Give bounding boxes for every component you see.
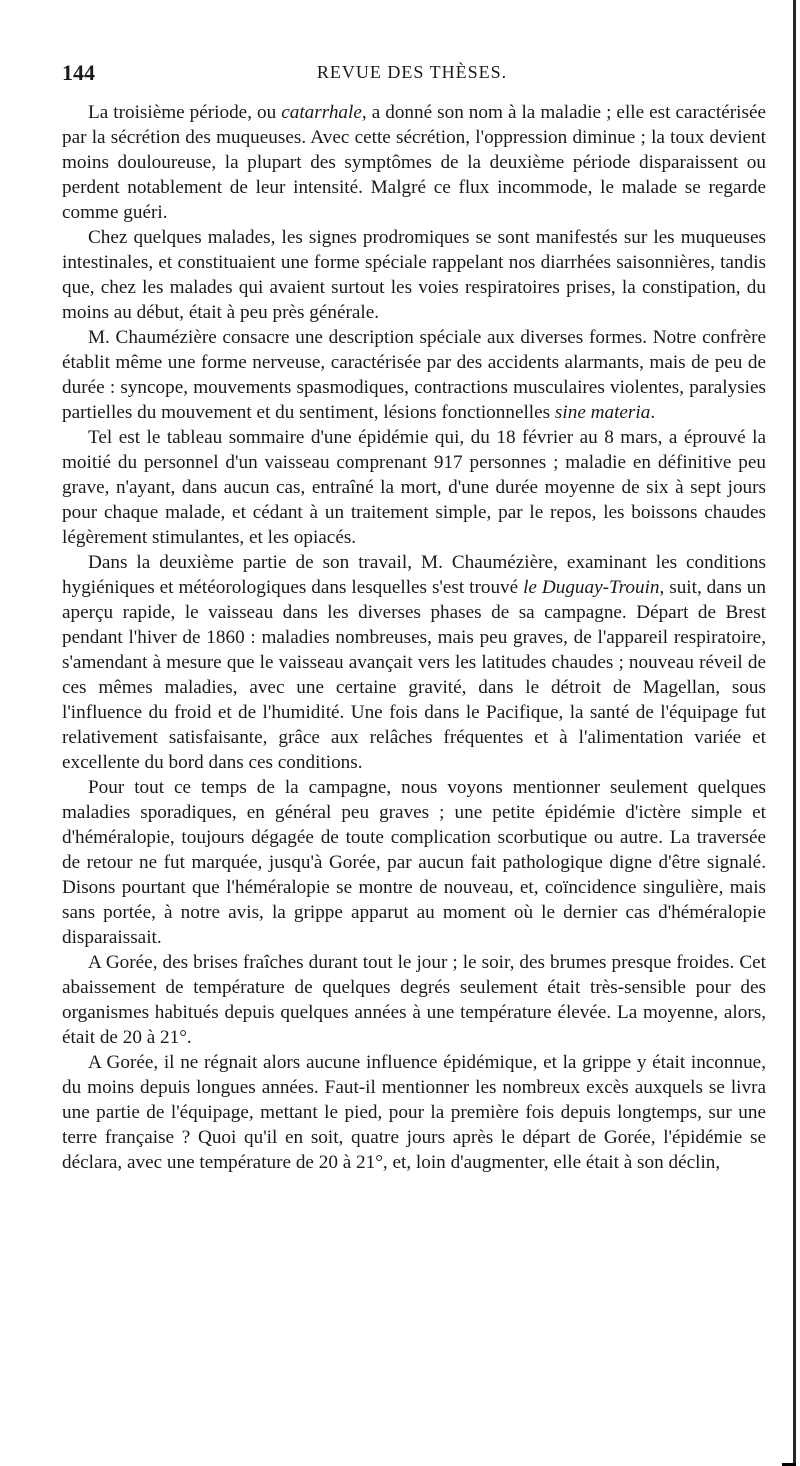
paragraph — [62, 425, 766, 550]
paragraph-text: , suit, dans un aperçu rapide, le vaisseau dans les diverses phases de sa campagne. Départ de Brest pendant l'hiver de 1860 : maladies nombreuses, mais peu graves, de l'appareil respiratoire, s'amendant à mesure que le vaisseau avançait vers les latitudes chaudes ; nouveau réveil de ces mêmes maladies, avec une certaine gravité, dans le détroit de Magellan, sous l'influence du froid et de l'humidité. Une fois dans le Pacifique, la santé de l'équipage fut relativement satisfaisante, grâce aux relâches fréquentes et à l'alimentation variée et excellente du bord dans ces conditions. — [62, 577, 766, 773]
paragraph — [62, 1050, 766, 1175]
page-header — [62, 60, 762, 90]
page-edge-rule — [793, 0, 796, 1466]
article-body — [62, 100, 766, 1175]
paragraph-text: Pour tout ce temps de la campagne, nous voyons mentionner seulement quelques maladies sporadiques, en général peu graves ; une petite épidémie d'ictère simple et d'héméralopie, toujours dégagée de toute complication scorbutique ou autre. La traversée de retour ne fut marquée, jusqu'à Gorée, par aucun fait pathologique digne d'être signalé. Disons pourtant que l'héméralopie se montre de nouveau, et, coïncidence singulière, mais sans portée, à notre avis, la grippe apparut au moment où le dernier cas d'héméralopie disparaissait. — [62, 777, 766, 948]
paragraph-text: A Gorée, des brises fraîches durant tout le jour ; le soir, des brumes presque froides. Cet abaissement de température de quelques degrés seulement était très-sensible pour des organismes habitués depuis quelques années à une température élevée. La moyenne, alors, était de 20 à 21°. — [62, 952, 766, 1048]
italic-text: catarrhale — [281, 102, 362, 123]
paragraph — [62, 775, 766, 950]
paragraph-text: . — [650, 402, 656, 423]
paragraph-text: Chez quelques malades, les signes prodromiques se sont manifestés sur les muqueuses intestinales, et constituaient une forme spéciale rappelant nos diarrhées saisonnières, tandis que, chez les malades qui avaient surtout les voies respiratoires prises, la constipation, du moins au début, était à peu près générale. — [62, 227, 766, 323]
paragraph — [62, 100, 766, 225]
paragraph — [62, 325, 766, 425]
italic-text: le Duguay-Trouin — [523, 577, 660, 598]
paragraph-text: Tel est le tableau sommaire d'une épidémie qui, du 18 février au 8 mars, a éprouvé la moitié du personnel d'un vaisseau comprenant 917 personnes ; maladie en définitive peu grave, n'ayant, dans aucun cas, entraîné la mort, d'une durée moyenne de six à sept jours pour chaque malade, et cédant à un traitement simple, par le repos, les boissons chaudes légèrement stimulantes, et les opiacés. — [62, 427, 766, 548]
page-number: 144 — [62, 60, 95, 85]
paragraph — [62, 550, 766, 775]
italic-text: sine materia — [554, 402, 651, 423]
paragraph — [62, 950, 766, 1050]
paragraph-text: A Gorée, il ne régnait alors aucune influence épidémique, et la grippe y était inconnue, du moins depuis longues années. Faut-il mentionner les nombreux excès auxquels se livra une partie de l'équipage, mettant le pied, pour la première fois depuis longtemps, sur une terre française ? Quoi qu'il en soit, quatre jours après le départ de Gorée, l'épidémie se déclara, avec une température de 20 à 21°, et, loin d'augmenter, elle était à son déclin, — [62, 1052, 766, 1173]
paragraph-text: La troisième période, ou — [88, 102, 282, 123]
paragraph — [62, 225, 766, 325]
paragraph-text: M. Chaumézière consacre une description spéciale aux diverses formes. Notre confrère établit même une forme nerveuse, caractérisée par des accidents alarmants, mais de peu de durée : syncope, mouvements spasmodiques, contractions musculaires violentes, paralysies partielles du mouvement et du sentiment, lésions fonctionnelles — [62, 327, 766, 423]
paragraph-text: Dans la deuxième partie de son travail, M. Chaumézière, examinant les conditions hygiéniques et météorologiques dans lesquelles s'est trouvé — [62, 552, 766, 598]
running-title: REVUE DES THÈSES. — [316, 62, 508, 82]
paragraph-text: , a donné son nom à la maladie ; elle est caractérisée par la sécrétion des muqueuses. Avec cette sécrétion, l'oppression diminue ; la toux devient moins douloureuse, la plupart des symptômes de la deuxième période disparaissent ou perdent notablement de leur intensité. Malgré ce flux incommode, le malade se regarde comme guéri. — [62, 102, 766, 223]
